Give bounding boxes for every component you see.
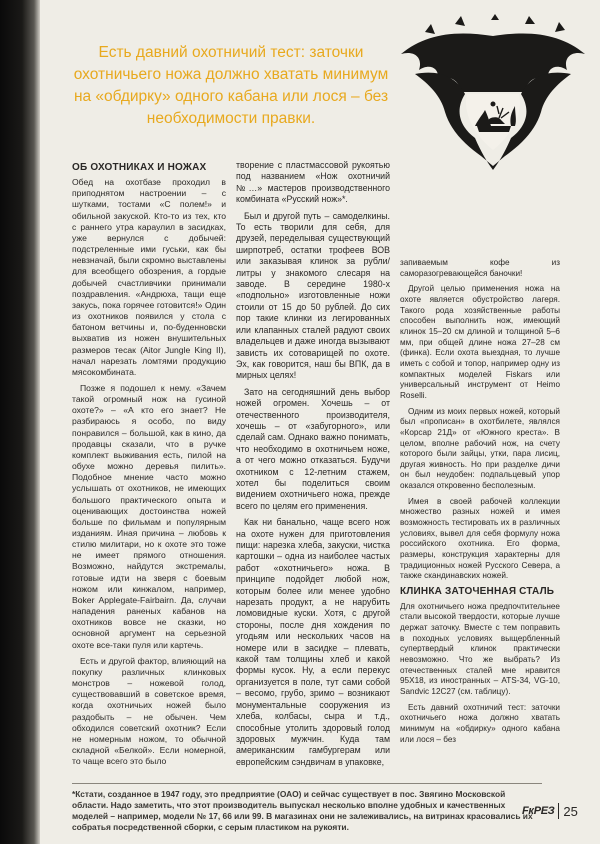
paragraph: Для охотничьего ножа предпочтительнее стали высокой твердости, которые лучше держат заточку. Вместе с тем поправить в походных условиях выщербленный супертвердый клинок практически невозможно. Что же выбрать? Из отечественных сталей мне нравится 95Х18, из иностранных – ATS-34, VG-10, Sandvic 12C27 (см. таблицу). <box>400 601 560 696</box>
section-heading-blade-steel: КЛИНКА ЗАТОЧЕННАЯ СТАЛЬ <box>400 586 555 598</box>
paragraph: Есть давний охотничий тест: заточки охотничьего ножа должно хватать минимум на «обдирку» одного кабана или лося – без <box>400 702 560 744</box>
page-folio <box>522 801 584 821</box>
article-column-2 <box>236 160 390 773</box>
paragraph: Зато на сегодняшний день выбор ножей огромен. Хочешь – от отечественного производителя, хочешь – от «забугорного», или сделай сам. Однако важно понимать, что необходимо в охотничьем ноже, а от чего можно отказаться. Будучи охотником с 12-летним стажем, хотел бы поделиться своим видением охотничьего ножа, прежде всего по целям его применения. <box>236 386 390 511</box>
section-heading-hunters-knives: ОБ ОХОТНИКАХ И НОЖАХ <box>72 162 207 173</box>
paragraph: Позже я подошел к нему. «Зачем такой огромный нож на гусиной охоте?» – «А кто его знает? Не разбираюсь я особо, по виду понравился – большой, как в кино, да продавцы сказали, что в ручке комплект выживания есть, пилой на обухе можно деревья пилить». Подобное мнение часто можно услышать от охотников, не имеющих большого практического опыта и оценивающих достоинства ножей больше по фильмам и популярным изданиям. Иная причина – любовь к стилю милитари, но к охоте это тоже не имеет прямого отношения. Возможно, найдутся экстремалы, готовые идти на зверя с боевым ножом или кинжалом, например, Boker Applegate-Fairbairn. Да, случаи нападения раненых кабанов на охотников вовсе не сказки, но основной аргумент на серьезной охоте все-таки пуля или картечь. <box>72 382 226 650</box>
paragraph: Как ни банально, чаще всего нож на охоте нужен для приготовления пищи: нарезка хлеба, закуски, чистка картошки – одна из наиболее частых работ «охотничьего» ножа. В принципе подойдет любой нож, которым более или менее удобно нарезать продукт, а не нарубить ломовидные куски. Хотя, с другой стороны, после дня хождения по угодьям или нескольких часов на номере или в засидке – плевать, какой там толщины хлеб и какой формы кусок. Ну, а если перекус организуется в поле, тут сами собой – весомо, грубо, зримо – возникают монументальные сооружения из хлеба, колбасы, сыра и т.д., способные утолить здоровый голод здоровых мужчин. Куда там американским гамбургерам или европейским сэндвичам в упаковке, <box>236 517 390 767</box>
page-number: 25 <box>563 803 578 819</box>
magazine-logo: FкРЕЗ <box>522 805 555 817</box>
folio-divider <box>558 803 559 819</box>
paragraph: запиваемым кофе из саморазогревающейся баночки! <box>400 258 560 278</box>
page-spine-shadow <box>0 0 40 844</box>
paragraph: Другой целью применения ножа на охоте является обустройство лагеря. Такого рода хозяйственные работы способен выполнить нож, имеющий клинок 15–20 см длиной и толщиной 5–6 мм, при общей длине ножа 27–28 см (финка). Если охота выездная, то лучше иметь с собой и топор, например одну из компактных моделей Fiskars или универсальный инструмент от Heimo Roselli. <box>400 284 560 400</box>
paragraph: Одним из моих первых ножей, который был «прописан» в охотбилете, являлся «Корсар 21Д» от «Южного креста». В целом, вполне рабочий нож, на счету которого были зайцы, утки, пара лисиц, другая живность. Но при разделке дичи он был неудобен: подпальцевый упор оказался откровенно бесполезным. <box>400 406 560 491</box>
paragraph: творение с пластмассовой рукоятью под названием «Нож охотничий №…» мастеров производственного комбината «Русский нож»*. <box>236 160 390 205</box>
paragraph: Имея в своей рабочей коллекции множество разных ножей и имея возможность тестировать их в различных условиях, вывел для себя формулу ножа российского охотника. Его форма, размеры, конструкция характерны для традиционных ножей Русского Севера, а также скандинавских ножей. <box>400 496 560 581</box>
footnote: *Кстати, созданное в 1947 году, это предприятие (ОАО) и сейчас существует в пос. Звягино Московской области. Надо заметить, что этот производитель выпускал несколько вполне удобных и качественных моделей – например, модели № 17, 66 или 99. В магазинах они не залеживались, на витринах красовались их собратья посредственной сборки, с серым пластиком на рукояти. <box>72 783 542 833</box>
paragraph: Обед на охотбазе проходил в приподнятом настроении – с шутками, тостами «С полем!» и обильной закуской. Кто-то из тех, кто с раннего утра караулил в засидках, уже вернулся с добычей: подстреленные ими гуськи, как бы невзначай, были скромно выставлены для всеобщего обозрения, а гордые добычей счастливчики принимали поздравления. «Андрюха, тащи еще закусь, пока горячее готовится!» Один из охотников появился у стола с батоном ветчины и, по-буденновски выхватив из ножен внушительных размеров тесак (Aitor Jungle King II), начал нарезать ломтями продукцию мясокомбината. <box>72 177 226 377</box>
paragraph: Был и другой путь – самоделкины. То есть творили для себя, для друзей, переделывая существующий ширпотреб, остатки трофеев ВОВ или заказывая клинок за рубли/литры у знакомого слесаря на заводе. В середине 1980-х «подпольно» изготовленные ножи стоили от 15 до 50 рублей. До сих пор такие клинки из легированных или клапанных сталей радуют своих владельцев и даже иногда вызывают зависть их сотоварищей по охоте. Эх, как говорится, наш бы ВПК, да в мирных целях! <box>236 210 390 381</box>
hunting-crest-deer-icon <box>395 14 591 174</box>
article-column-1 <box>72 160 226 772</box>
lead-quote: Есть давний охотничий тест: заточки охотничьего ножа должно хватать минимум на «обдирку» одного кабана или лося – без необходимости правки. <box>73 44 389 127</box>
paragraph: Есть и другой фактор, влияющий на покупку различных клинковых монстров – ножевой голод, существовавший в советское время, когда охотничьих ножей было раздобыть – не обычен. Чем обходился советский охотник? Если не номерным ножом, то обычной складной «Белкой». Если номерной, то чаще всего это было <box>72 655 226 767</box>
article-column-3 <box>400 258 560 750</box>
